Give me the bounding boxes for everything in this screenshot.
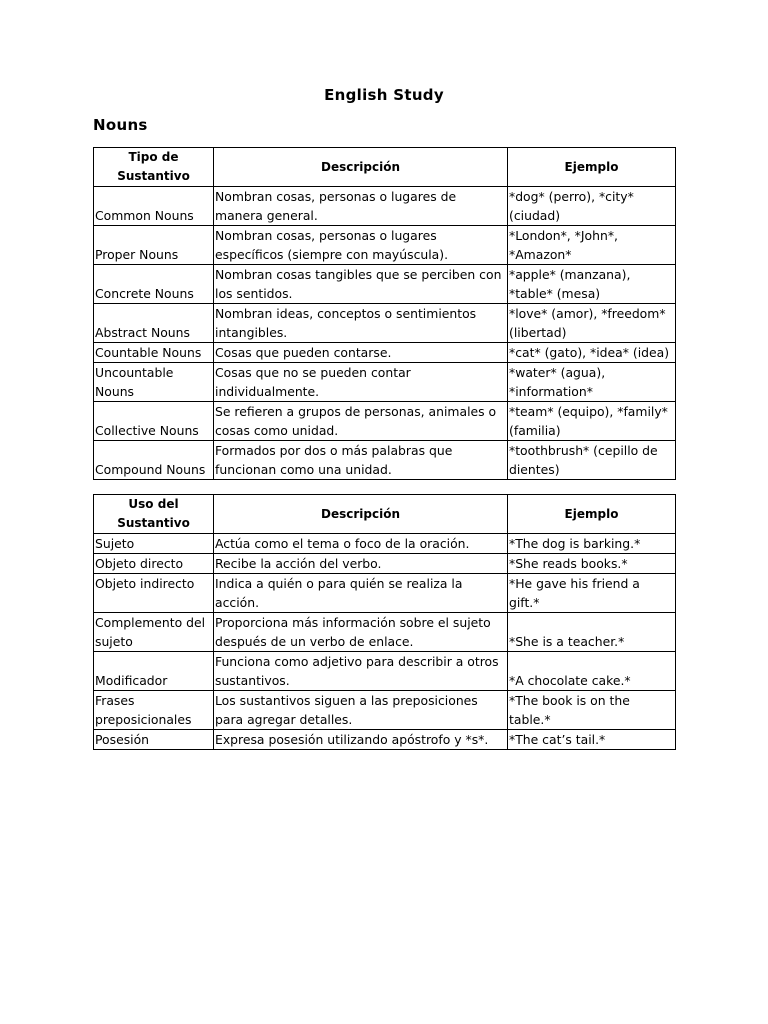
cell-example: *The dog is barking.*: [508, 534, 676, 554]
cell-example: *The cat’s tail.*: [508, 730, 676, 750]
column-header-description: Descripción: [214, 148, 508, 187]
cell-description: Nombran cosas, personas o lugares de manera general.: [214, 187, 508, 226]
cell-description: Recibe la acción del verbo.: [214, 554, 508, 574]
table-row: [94, 652, 676, 691]
cell-type: Common Nouns: [94, 187, 214, 226]
cell-example: *water* (agua), *information*: [508, 363, 676, 402]
cell-description: Formados por dos o más palabras que funcionan como una unidad.: [214, 441, 508, 480]
cell-description: Funciona como adjetivo para describir a otros sustantivos.: [214, 652, 508, 691]
noun-uses-table: [93, 494, 676, 750]
noun-types-table: [93, 147, 676, 480]
cell-example: *team* (equipo), *family* (familia): [508, 402, 676, 441]
cell-description: Nombran cosas tangibles que se perciben con los sentidos.: [214, 265, 508, 304]
cell-example: *She reads books.*: [508, 554, 676, 574]
cell-description: Expresa posesión utilizando apóstrofo y *s*.: [214, 730, 508, 750]
cell-example: *toothbrush* (cepillo de dientes): [508, 441, 676, 480]
table-row: [94, 265, 676, 304]
cell-example: *She is a teacher.*: [508, 613, 676, 652]
cell-description: Cosas que no se pueden contar individualmente.: [214, 363, 508, 402]
cell-type: Countable Nouns: [94, 343, 214, 363]
table-row: [94, 441, 676, 480]
cell-example: *love* (amor), *freedom* (libertad): [508, 304, 676, 343]
table-row: [94, 363, 676, 402]
cell-use: Complemento del sujeto: [94, 613, 214, 652]
cell-description: Nombran cosas, personas o lugares específicos (siempre con mayúscula).: [214, 226, 508, 265]
cell-description: Los sustantivos siguen a las preposiciones para agregar detalles.: [214, 691, 508, 730]
table-row: [94, 730, 676, 750]
cell-description: Proporciona más información sobre el sujeto después de un verbo de enlace.: [214, 613, 508, 652]
cell-type: Collective Nouns: [94, 402, 214, 441]
section-heading-nouns: Nouns: [93, 116, 148, 134]
table-row: [94, 534, 676, 554]
cell-description: Cosas que pueden contarse.: [214, 343, 508, 363]
table-header-row: [94, 495, 676, 534]
table-row: [94, 574, 676, 613]
cell-use: Posesión: [94, 730, 214, 750]
cell-description: Indica a quién o para quién se realiza la acción.: [214, 574, 508, 613]
column-header-type: Tipo de Sustantivo: [94, 148, 214, 187]
cell-example: *London*, *John*, *Amazon*: [508, 226, 676, 265]
table-row: [94, 226, 676, 265]
cell-example: *cat* (gato), *idea* (idea): [508, 343, 676, 363]
cell-description: Nombran ideas, conceptos o sentimientos intangibles.: [214, 304, 508, 343]
cell-example: *dog* (perro), *city* (ciudad): [508, 187, 676, 226]
cell-type: Proper Nouns: [94, 226, 214, 265]
cell-use: Objeto directo: [94, 554, 214, 574]
cell-type: Compound Nouns: [94, 441, 214, 480]
cell-type: Abstract Nouns: [94, 304, 214, 343]
cell-type: Uncountable Nouns: [94, 363, 214, 402]
document-title: English Study: [324, 86, 444, 104]
cell-use: Objeto indirecto: [94, 574, 214, 613]
table-row: [94, 691, 676, 730]
cell-description: Se refieren a grupos de personas, animales o cosas como unidad.: [214, 402, 508, 441]
column-header-use: Uso del Sustantivo: [94, 495, 214, 534]
table-header-row: [94, 148, 676, 187]
cell-use: Frases preposicionales: [94, 691, 214, 730]
column-header-example: Ejemplo: [508, 495, 676, 534]
cell-example: *The book is on the table.*: [508, 691, 676, 730]
cell-example: *A chocolate cake.*: [508, 652, 676, 691]
cell-example: *He gave his friend a gift.*: [508, 574, 676, 613]
column-header-description: Descripción: [214, 495, 508, 534]
column-header-example: Ejemplo: [508, 148, 676, 187]
cell-use: Modificador: [94, 652, 214, 691]
table-row: [94, 554, 676, 574]
cell-description: Actúa como el tema o foco de la oración.: [214, 534, 508, 554]
cell-type: Concrete Nouns: [94, 265, 214, 304]
table-row: [94, 187, 676, 226]
cell-use: Sujeto: [94, 534, 214, 554]
table-row: [94, 304, 676, 343]
table-row: [94, 402, 676, 441]
cell-example: *apple* (manzana), *table* (mesa): [508, 265, 676, 304]
table-row: [94, 343, 676, 363]
table-row: [94, 613, 676, 652]
